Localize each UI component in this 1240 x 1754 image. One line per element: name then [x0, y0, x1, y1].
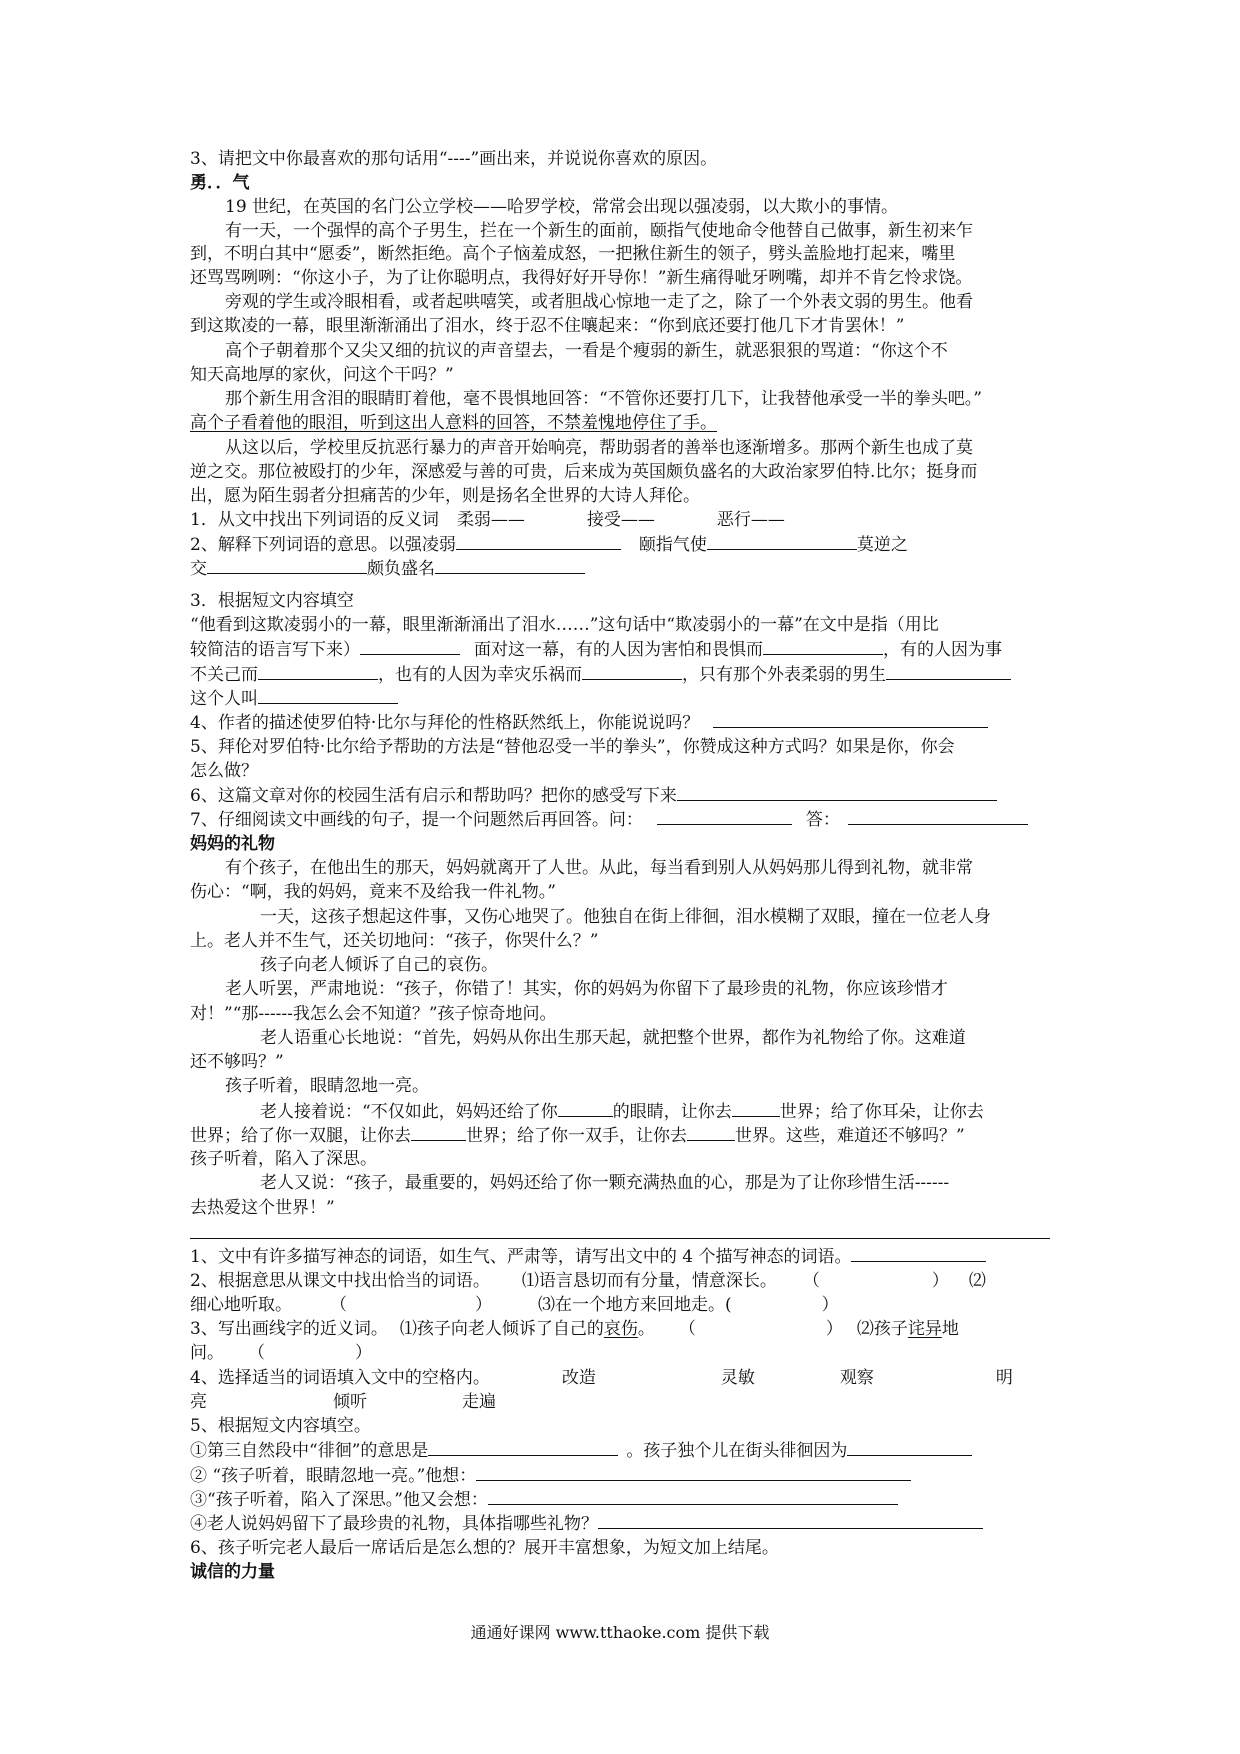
- question-text: 。: [637, 1319, 655, 1339]
- question-line: [190, 638, 1002, 660]
- paragraph-text: 的眼睛，让你去: [612, 1102, 732, 1122]
- paragraph-line: 老人听罢，严肃地说：“孩子，你错了！其实，你的妈妈为你留下了最珍贵的礼物，你应该珍惜才: [225, 979, 948, 999]
- question-line: [190, 509, 785, 531]
- paragraph-line: 旁观的学生或冷眼相看，或者起哄嘻笑，或者胆战心惊地一走了之，除了一个外表文弱的男生。他看: [225, 292, 973, 312]
- paragraph-line: 对！”“那------我怎么会不知道？”孩子惊奇地问。: [190, 1004, 557, 1024]
- question-text: 4、选择适当的词语填入文中的空格内。: [190, 1368, 490, 1388]
- question-text: 不关己而: [190, 665, 258, 685]
- question-text: ⑴语言恳切而有分量，情意深长。: [521, 1271, 777, 1291]
- paragraph-line: 到，不明白其中“愿委”，断然拒绝。高个子恼羞成怒，一把揪住新生的领子，劈头盖脸地打起来，嘴里: [190, 244, 956, 264]
- paragraph-line: 孩子听着，眼睛忽地一亮。: [225, 1076, 429, 1096]
- answer-blank[interactable]: [258, 687, 398, 704]
- question-line: [190, 663, 1011, 685]
- question-line: [190, 711, 988, 733]
- question-line: [190, 1270, 986, 1292]
- question-text: 交: [190, 559, 207, 579]
- underlined-word: 哀伤: [603, 1319, 638, 1339]
- question-text: 柔弱——: [456, 510, 525, 530]
- answer-blank[interactable]: [707, 533, 857, 550]
- question-line: [190, 1318, 959, 1340]
- paragraph-line: 逆之交。那位被殴打的少年，深感爱与善的可贵，后来成为英国颇负盛名的大政治家罗伯特.比尔；挺身而: [190, 462, 978, 482]
- question-text: 5、根据短文内容填空。: [190, 1416, 371, 1436]
- answer-line[interactable]: [190, 1238, 1050, 1239]
- question-line: [190, 1512, 983, 1534]
- question-text: ② “孩子听着，眼睛忽地一亮。”他想：: [190, 1466, 477, 1486]
- question-text: 答：: [805, 810, 840, 830]
- answer-blank[interactable]: [582, 663, 682, 680]
- answer-blank[interactable]: [476, 1464, 911, 1481]
- question-text: ）: [475, 1295, 492, 1315]
- question-text: 1、文中有许多描写神态的词语，如生气、严肃等，请写出文中的 4 个描写神态的词语。: [190, 1247, 852, 1267]
- question-text: （: [330, 1295, 347, 1315]
- question-text: 1．从文中找出下列词语的反义词: [190, 510, 439, 530]
- question-line: [190, 1464, 911, 1486]
- question-text: ③“孩子听着，陷入了深思。”他又会想：: [190, 1490, 488, 1510]
- paragraph-line: 去热爱这个世界！”: [190, 1198, 335, 1218]
- answer-blank[interactable]: [848, 808, 1028, 825]
- paragraph-line: 一天，这孩子想起这件事，又伤心地哭了。他独自在街上徘徊，泪水模糊了双眼，撞在一位老人身: [260, 907, 991, 927]
- question-text: ）: [355, 1343, 372, 1363]
- paragraph-text: 世界；给了你耳朵，让你去: [779, 1102, 984, 1122]
- question-line: [190, 1367, 1013, 1389]
- word-option: 亮: [190, 1392, 207, 1412]
- paragraph-line: 孩子向老人倾诉了自己的哀伤。: [260, 955, 498, 975]
- question-line: [190, 1488, 898, 1510]
- question-line: [190, 1342, 372, 1364]
- paragraph-line: 知天高地厚的家伙，问这个干吗？”: [190, 365, 454, 385]
- question-text: 5、拜伦对罗伯特·比尔给予帮助的方法是“替他忍受一半的拳头”，你赞成这种方式吗？如果是你，你会: [190, 737, 955, 757]
- question-line: [190, 808, 1028, 830]
- word-option: 明: [995, 1368, 1013, 1388]
- section-title: 诚信的力量: [190, 1562, 275, 1582]
- question-text: 7、仔细阅读文中画线的句子，提一个问题然后再回答。问：: [190, 810, 643, 830]
- answer-blank[interactable]: [886, 663, 1011, 680]
- question-text: 颐指气使: [638, 535, 707, 555]
- paragraph-line: 有个孩子，在他出生的那天，妈妈就离开了人世。从此，每当看到别人从妈妈那儿得到礼物，就非常: [225, 858, 973, 878]
- question-text: 。孩子独个儿在街头徘徊因为: [626, 1441, 848, 1461]
- question-text: ⑴孩子向老人倾诉了自己的: [399, 1319, 604, 1339]
- word-option: 改造: [561, 1368, 596, 1388]
- question-text: 恶行——: [716, 510, 785, 530]
- paragraph-text: 老人接着说：“不仅如此，妈妈还给了你: [260, 1102, 558, 1122]
- paragraph-line: 到这欺凌的一幕，眼里渐渐涌出了泪水，终于忍不住嚷起来：“你到底还要打他几下才肯罢休！”: [190, 316, 905, 336]
- answer-blank[interactable]: [687, 1124, 735, 1141]
- section-title: 妈妈的礼物: [190, 834, 275, 854]
- paragraph-line: 上。老人并不生气，还关切地问：“孩子，你哭什么？”: [190, 931, 599, 951]
- answer-blank[interactable]: [851, 1245, 986, 1262]
- answer-blank[interactable]: [558, 1100, 613, 1117]
- question-line: [190, 1439, 972, 1461]
- underlined-word: 诧异: [907, 1319, 942, 1339]
- answer-blank[interactable]: [411, 1124, 466, 1141]
- question-line: [190, 557, 585, 579]
- paragraph-line: 还不够吗？”: [190, 1052, 284, 1072]
- question-line: [190, 1294, 839, 1316]
- question-text: ）: [821, 1295, 839, 1315]
- word-option: 走遍: [462, 1392, 496, 1412]
- question-text: 怎么做？: [190, 761, 258, 781]
- word-option: 倾听: [333, 1392, 367, 1412]
- answer-blank[interactable]: [360, 638, 460, 655]
- question-text: 问。: [190, 1343, 224, 1363]
- answer-blank[interactable]: [763, 638, 883, 655]
- paragraph-line: 那个新生用含泪的眼睛盯着他，毫不畏惧地回答：“不管你还要打几下，让我替他承受一半的拳头吧。”: [225, 389, 982, 409]
- question-text: 2、解释下列词语的意思。以强凌弱: [190, 535, 456, 555]
- paragraph-text: 世界；给了你一双手，让你去: [466, 1126, 687, 1146]
- question-line: [190, 784, 997, 806]
- question-text: 莫逆之: [856, 535, 908, 555]
- paragraph-line: 有一天，一个强悍的高个子男生，拦在一个新生的面前，颐指气使地命令他替自己做事，新生初来乍: [225, 221, 973, 241]
- question-line: [190, 533, 908, 555]
- question-text: （: [678, 1319, 696, 1339]
- question-text: ①第三自然段中“徘徊”的意思是: [190, 1441, 429, 1461]
- question-text: 这个人叫: [190, 689, 258, 709]
- answer-blank[interactable]: [713, 711, 988, 728]
- answer-blank[interactable]: [258, 663, 378, 680]
- answer-blank[interactable]: [677, 784, 997, 801]
- answer-blank[interactable]: [657, 808, 792, 825]
- question-text: 2、根据意思从课文中找出恰当的词语。: [190, 1271, 490, 1291]
- question-text: ）: [931, 1271, 949, 1291]
- question-text: 6、这篇文章对你的校园生活有启示和帮助吗？把你的感受写下来: [190, 786, 677, 806]
- question-text: 颇负盛名: [367, 559, 435, 579]
- answer-blank[interactable]: [488, 1488, 898, 1505]
- answer-blank[interactable]: [428, 1439, 618, 1456]
- question-text: ，也有的人因为幸灾乐祸而: [378, 665, 582, 685]
- paragraph-line: 还骂骂咧咧：“你这小子，为了让你聪明点，我得好好开导你！”新生痛得呲牙咧嘴，却并不肯乞怜求饶。: [190, 268, 973, 288]
- answer-blank[interactable]: [598, 1512, 983, 1529]
- question-text: 地: [941, 1319, 959, 1339]
- paragraph-line: 19 世纪，在英国的名门公立学校——哈罗学校，常常会出现以强凌弱，以大欺小的事情。: [225, 197, 899, 217]
- question-text: （: [802, 1271, 820, 1291]
- question-text: 接受——: [586, 510, 655, 530]
- paragraph-line: 孩子听着，陷入了深思。: [190, 1149, 377, 1169]
- question-text: ⑶在一个地方来回地走。(: [538, 1295, 732, 1315]
- question-line: [190, 687, 398, 709]
- question-text: ）: [825, 1319, 843, 1339]
- paragraph-text: 世界。这些，难道还不够吗？”: [735, 1126, 965, 1146]
- question-text: ，只有那个外表柔弱的男生: [682, 665, 886, 685]
- question-text: 3．根据短文内容填空: [190, 591, 354, 611]
- question-text: “他看到这欺凌弱小的一幕，眼里渐渐涌出了泪水……”这句话中“欺凌弱小的一幕”在文中是指（用比: [190, 615, 939, 635]
- paragraph-text: 世界；给了你一双腿，让你去: [190, 1126, 411, 1146]
- paragraph-line: 老人又说：“孩子，最重要的，妈妈还给了你一颗充满热血的心，那是为了让你珍惜生活------: [260, 1173, 950, 1193]
- question-text: ，有的人因为事: [883, 640, 1002, 660]
- paragraph-line: 伤心：“啊，我的妈妈，竟来不及给我一件礼物。”: [190, 882, 556, 902]
- question-text: 6、孩子听完老人最后一席话后是怎么想的？展开丰富想象，为短文加上结尾。: [190, 1538, 779, 1558]
- question-text: ④老人说妈妈留下了最珍贵的礼物，具体指哪些礼物？: [190, 1514, 598, 1534]
- question-text: 较简洁的语言写下来）: [190, 640, 360, 660]
- answer-blank[interactable]: [207, 557, 367, 574]
- section-title: 勇．．气: [190, 173, 250, 193]
- question-text: ⑵孩子: [856, 1319, 908, 1339]
- paragraph-line: [190, 1124, 965, 1146]
- paragraph-line: 出，愿为陌生弱者分担痛苦的少年，则是扬名全世界的大诗人拜伦。: [190, 486, 700, 506]
- underlined-sentence: 高个子看着他的眼泪，听到这出人意料的回答，不禁羞愧地停住了手。: [190, 413, 717, 433]
- word-option: 灵敏: [720, 1368, 755, 1388]
- question-text: ⑵: [968, 1271, 986, 1291]
- question-text: 3、请把文中你最喜欢的那句话用“----”画出来，并说说你喜欢的原因。: [190, 149, 718, 169]
- question-text: 面对这一幕，有的人因为害怕和畏惧而: [474, 640, 763, 660]
- paragraph-line: 老人语重心长地说：“首先，妈妈从你出生那天起，就把整个世界，都作为礼物给了你。这难道: [260, 1028, 966, 1048]
- question-text: 4、作者的描述使罗伯特·比尔与拜伦的性格跃然纸上，你能说说吗？: [190, 713, 700, 733]
- answer-blank[interactable]: [456, 533, 621, 550]
- question-text: 细心地听取。: [190, 1295, 292, 1315]
- question-text: 3、写出画线字的近义词。: [190, 1319, 388, 1339]
- paragraph-line: [260, 1100, 984, 1122]
- answer-blank[interactable]: [435, 557, 585, 574]
- answer-blank[interactable]: [732, 1100, 780, 1117]
- question-line: [190, 1245, 986, 1267]
- word-option: 观察: [839, 1368, 874, 1388]
- paragraph-line: 从这以后，学校里反抗恶行暴力的声音开始响亮，帮助弱者的善举也逐渐增多。那两个新生也成了莫: [225, 438, 973, 458]
- question-line: [190, 1391, 496, 1413]
- page-footer: 通通好课网 www.tthaoke.com 提供下载: [470, 1623, 770, 1642]
- paragraph-line: 高个子朝着那个又尖又细的抗议的声音望去，一看是个瘦弱的新生，就恶狠狠的骂道：“你这个不: [225, 341, 948, 361]
- question-text: （: [248, 1343, 265, 1363]
- answer-blank[interactable]: [847, 1439, 972, 1456]
